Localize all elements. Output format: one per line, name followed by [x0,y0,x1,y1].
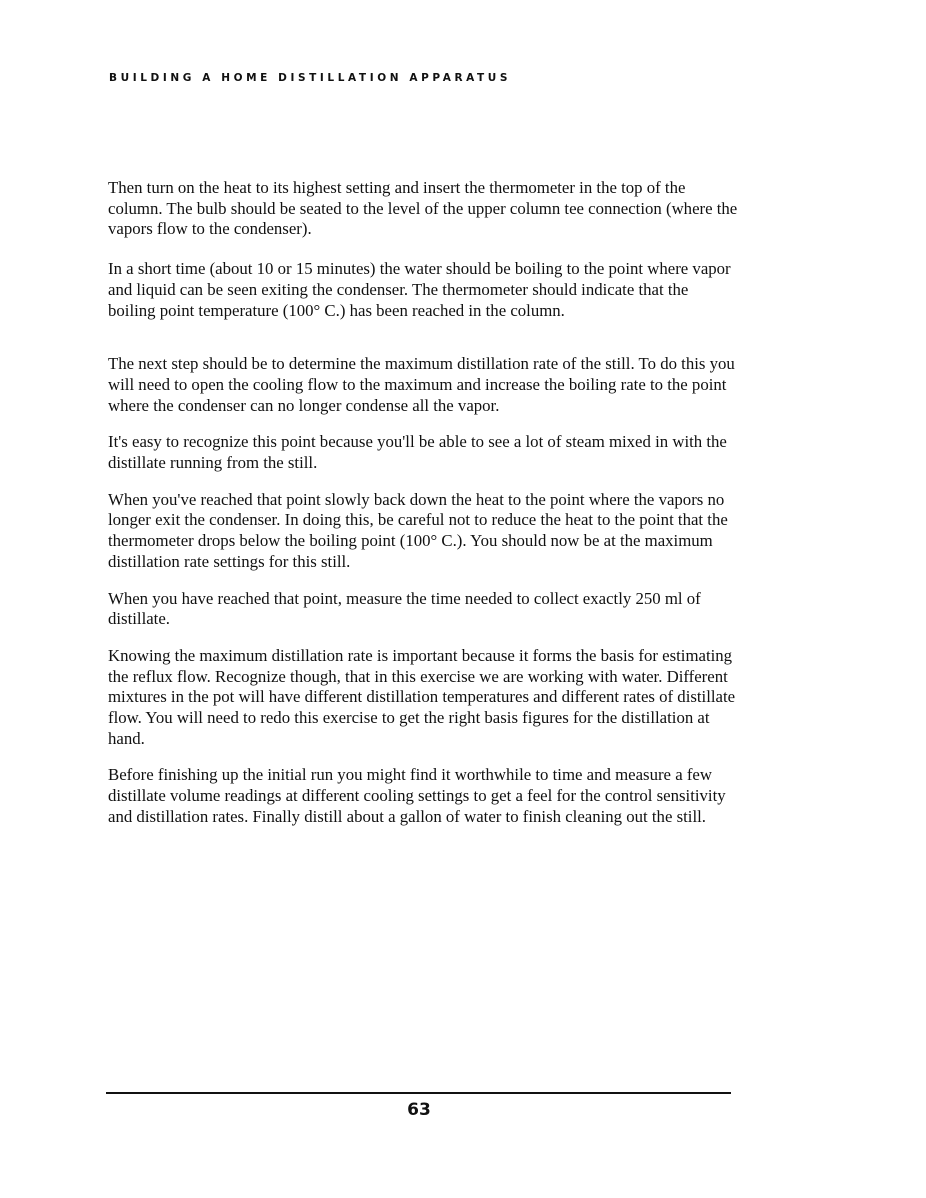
footer-rule [106,1092,731,1094]
paragraph: When you've reached that point slowly back down the heat to the point where the vapors no longer exit the condenser. In doing this, be careful not to reduce the heat to the point that the thermometer drops below the boiling point (100° C.). You should now be at the maximum distillation rate settings for this still. [108,489,728,571]
paragraph: Then turn on the heat to its highest setting and insert the thermometer in the top of the column. The bulb should be seated to the level of the upper column tee connection (where the vapors flow to the condenser). [108,178,738,239]
running-header: BUILDING A HOME DISTILLATION APPARATUS [109,72,512,84]
paragraph: When you have reached that point, measure the time needed to collect exactly 250 ml of distillate. [108,588,701,629]
body-text [108,178,740,828]
paragraph: In a short time (about 10 or 15 minutes) the water should be boiling to the point where vapor and liquid can be seen exiting the condenser. The thermometer should indicate that the boiling point temperature (100° C.) has been reached in the column. [108,259,731,320]
paragraph: The next step should be to determine the maximum distillation rate of the still. To do this you will need to open the cooling flow to the maximum and increase the boiling rate to the point where the condenser can no longer condense all the vapor. [108,354,735,415]
paragraph: Before finishing up the initial run you might find it worthwhile to time and measure a few distillate volume readings at different cooling settings to get a feel for the control sensitivity and distillation rates. Finally distill about a gallon of water to finish cleaning out the still. [108,765,726,826]
page-number: 63 [407,1100,431,1120]
paragraph: It's easy to recognize this point because you'll be able to see a lot of steam mixed in with the distillate running from the still. [108,432,727,473]
paragraph: Knowing the maximum distillation rate is important because it forms the basis for estimating the reflux flow. Recognize though, that in this exercise we are working with water. Different mixtures in the pot will have different distillation temperatures and different rates of distillate flow. You will need to redo this exercise to get the right basis figures for the distillation at hand. [108,645,736,748]
